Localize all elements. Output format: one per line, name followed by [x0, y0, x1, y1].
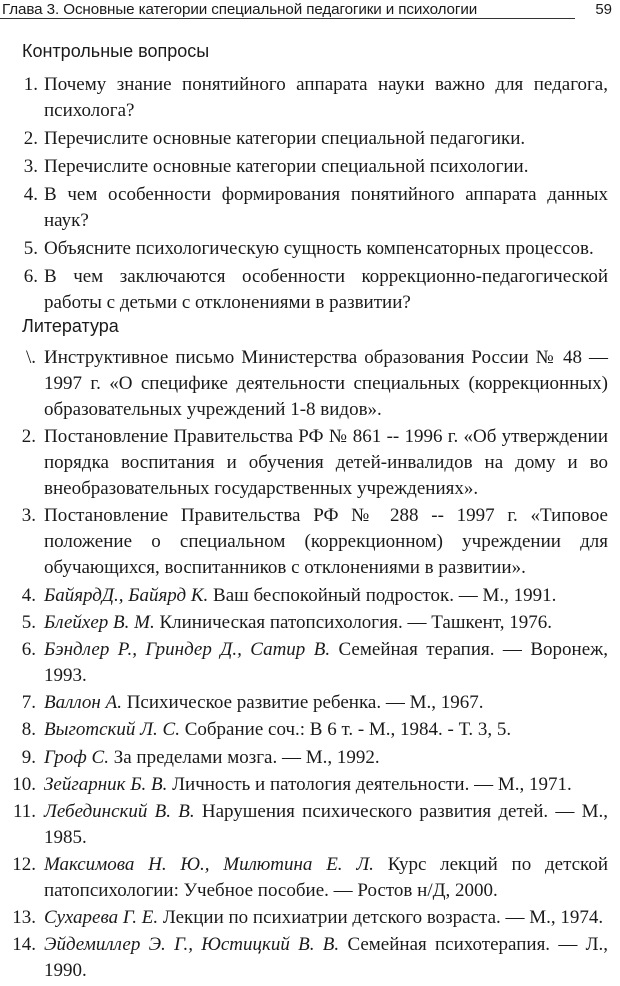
reference-text	[44, 610, 608, 636]
reference-number: 13.	[12, 907, 36, 929]
question-text: Объясните психологическую сущность компенсаторных процессов.	[44, 238, 594, 259]
running-header	[0, 0, 620, 22]
reference-number: 4.	[21, 584, 36, 606]
question-item	[0, 72, 620, 124]
reference-author: БайярдД., Байярд К.	[44, 584, 209, 606]
question-text: В чем заключаются особенности коррекционно-педагогической работы с детьми с отклонениями в развитии?	[44, 266, 608, 313]
reference-number: \.	[25, 347, 36, 368]
reference-body: Собрание соч.: В 6 т. - М., 1984. - Т. 3, 5.	[184, 719, 512, 741]
reference-item	[0, 745, 620, 771]
question-number: 2.	[23, 128, 38, 149]
question-number: 4.	[23, 184, 38, 205]
reference-item	[0, 424, 620, 502]
reference-number: 6.	[21, 638, 36, 660]
question-number: 6.	[23, 266, 38, 287]
question-number: 3.	[23, 156, 38, 177]
header-rule	[0, 18, 575, 19]
reference-number: 14.	[12, 934, 36, 956]
reference-author: Лебединский В. В.	[44, 800, 195, 822]
reference-text	[44, 345, 608, 423]
reference-author: Сухарева Г. Е.	[44, 907, 159, 929]
reference-text	[44, 583, 608, 609]
reference-item	[0, 583, 620, 609]
reference-body: Лекции по психиатрии детского возраста. — М., 1974.	[162, 907, 604, 929]
questions-list	[0, 72, 620, 318]
reference-text	[44, 852, 608, 904]
reference-item	[0, 772, 620, 798]
questions-heading: Контрольные вопросы	[22, 41, 210, 61]
reference-author: Гроф С.	[44, 746, 109, 768]
reference-text	[44, 503, 608, 581]
reference-author: Выготский Л. С.	[44, 719, 180, 741]
reference-item	[0, 637, 620, 689]
question-item	[0, 236, 620, 262]
question-item	[0, 154, 620, 180]
reference-text	[44, 717, 608, 743]
reference-number: 12.	[12, 854, 36, 876]
reference-text	[44, 932, 608, 984]
question-text: Перечислите основные категории специальной педагогики.	[44, 128, 526, 149]
reference-text	[44, 637, 608, 689]
question-item	[0, 182, 620, 234]
reference-text	[44, 424, 608, 502]
reference-number: 10.	[12, 773, 36, 795]
reference-item	[0, 905, 620, 931]
question-item	[0, 126, 620, 152]
reference-author: Валлон А.	[44, 692, 122, 714]
reference-item	[0, 610, 620, 636]
reference-author: Блейхер В. М.	[44, 611, 155, 633]
chapter-title: Глава 3. Основные категории специальной педагогики и психологии	[2, 1, 478, 18]
reference-author: Эйдемиллер Э. Г., Юстицкий В. В.	[44, 934, 340, 956]
question-number: 1.	[23, 74, 38, 95]
reference-body: Курс лекций по детской патопсихологии: Учебное пособие. — Ростов н/Д, 2000.	[44, 854, 608, 902]
reference-number: 11.	[12, 800, 36, 822]
reference-item	[0, 690, 620, 716]
reference-number: 3.	[21, 505, 36, 527]
reference-body: Клиническая патопсихология. — Ташкент, 1976.	[159, 611, 552, 633]
reference-text	[44, 745, 608, 771]
reference-body: Инструктивное письмо Министерства образования России № 48 — 1997 г. «О специфике деятельности специальных (коррекционных) образовательных учреждений 1-8 видов».	[44, 347, 608, 420]
reference-body: Нарушения психического развития детей. — М., 1985.	[44, 800, 608, 848]
reference-item	[0, 717, 620, 743]
reference-text	[44, 799, 608, 851]
question-text: В чем особенности формирования понятийного аппарата данных наук?	[44, 184, 608, 231]
reference-number: 5.	[21, 611, 36, 633]
reference-number: 8.	[21, 719, 36, 741]
reference-item	[0, 932, 620, 984]
question-text: Почему знание понятийного аппарата науки важно для педагога, психолога?	[44, 74, 608, 121]
reference-text	[44, 772, 608, 798]
page-number: 59	[595, 1, 612, 18]
reference-body: Семейная психотерапия. — Л., 1990.	[44, 934, 608, 982]
question-number: 5.	[23, 238, 38, 259]
reference-number: 9.	[21, 746, 36, 768]
reference-author: Зейгарник Б. В.	[44, 773, 168, 795]
reference-item	[0, 503, 620, 581]
literature-list	[0, 345, 620, 986]
question-item	[0, 264, 620, 316]
question-text: Перечислите основные категории специальной психологии.	[44, 156, 529, 177]
reference-body: Психическое развитие ребенка. — М., 1967.	[126, 692, 484, 714]
reference-body: За пределами мозга. — М., 1992.	[113, 746, 380, 768]
reference-body: Постановление Правительства РФ № 861 -- 1996 г. «Об утверждении порядка воспитания и обучения детей-инвалидов на дому и во внеобразовательных государственных учреждениях».	[44, 426, 608, 500]
reference-item	[0, 852, 620, 904]
reference-item	[0, 799, 620, 851]
reference-body: Личность и патология деятельности. — М., 1971.	[172, 773, 572, 795]
literature-heading: Литература	[22, 316, 119, 336]
reference-text	[44, 905, 608, 931]
reference-author: Максимова Н. Ю., Милютина Е. Л.	[44, 854, 374, 876]
reference-text	[44, 690, 608, 716]
reference-body: Ваш беспокойный подросток. — М., 1991.	[213, 584, 557, 606]
reference-number: 7.	[21, 692, 36, 714]
reference-item	[0, 345, 620, 423]
reference-body: Постановление Правительства РФ № 288 -- 1997 г. «Типовое положение о специальном (коррекционном) учреждении для обучающихся, воспитанников с отклонениями в развитии».	[44, 505, 608, 579]
reference-number: 2.	[21, 426, 36, 448]
reference-body: Семейная терапия. — Воронеж, 1993.	[44, 638, 609, 686]
reference-author: Бэндлер Р., Гриндер Д., Сатир В.	[44, 638, 331, 660]
